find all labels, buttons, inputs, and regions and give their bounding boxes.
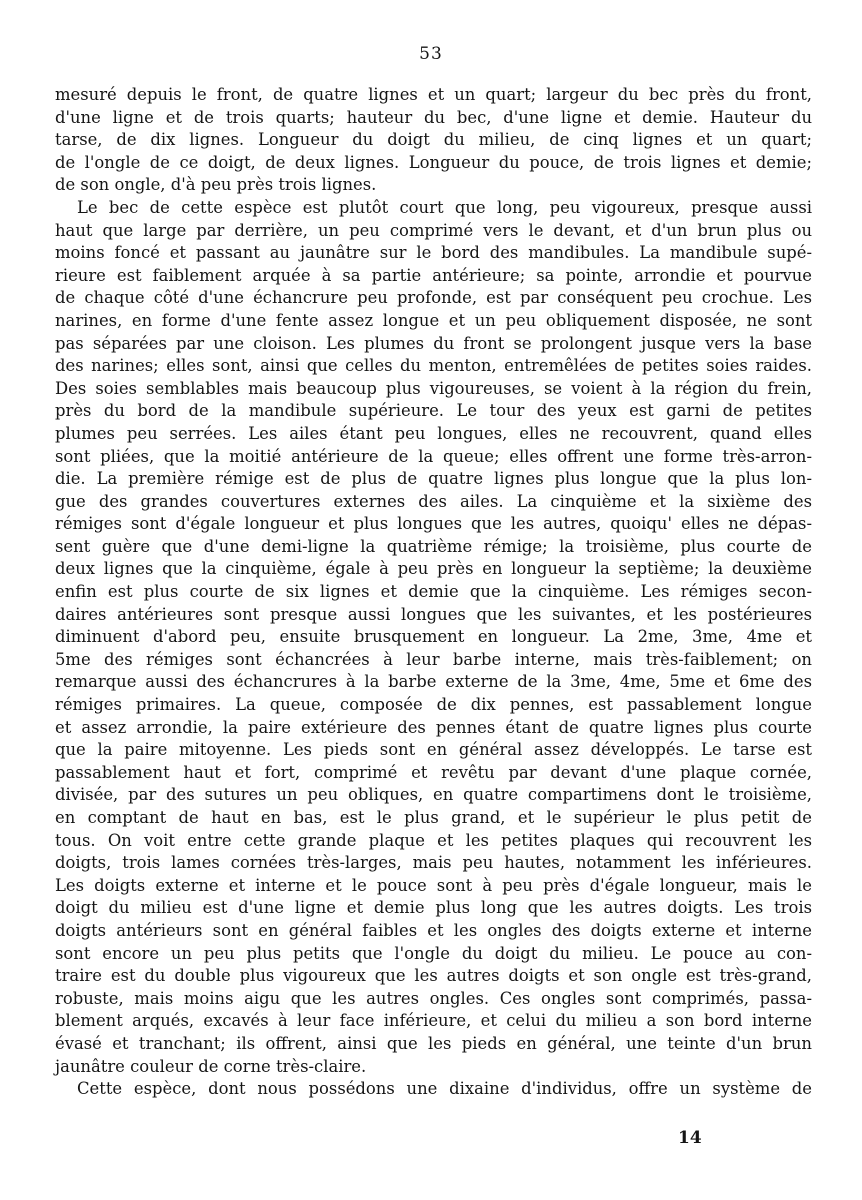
text-line: de l'ongle de ce doigt, de deux lignes. Longueur du pouce, de trois lignes et demie; — [55, 152, 812, 172]
text-line: Les doigts externe et interne et le pouce sont à peu près d'égale longueur, mais le — [55, 875, 812, 895]
text-line: sont encore un peu plus petits que l'ongle du doigt du milieu. Le pouce au con- — [55, 943, 812, 963]
text-line: évasé et tranchant; ils offrent, ainsi que les pieds en général, une teinte d'un brun — [55, 1033, 812, 1053]
text-line: rémiges sont d'égale longueur et plus longues que les autres, quoiqu' elles ne dépas- — [55, 514, 812, 534]
text-line: sont pliées, que la moitié antérieure de la queue; elles offrent une forme très-arron- — [55, 446, 812, 466]
text-line: deux lignes que la cinquième, égale à peu près en longueur la septième; la deuxième — [55, 559, 812, 579]
text-line: Des soies semblables mais beaucoup plus vigoureuses, se voient à la région du frein, — [55, 378, 812, 398]
text-line: sent guère que d'une demi-ligne la quatrième rémige; la troisième, plus courte de — [55, 536, 812, 556]
text-line: et assez arrondie, la paire extérieure des pennes étant de quatre lignes plus courte — [55, 717, 812, 737]
text-line: remarque aussi des échancrures à la barbe externe de la 3me, 4me, 5me et 6me des — [55, 672, 812, 692]
text-line: haut que large par derrière, un peu comprimé vers le devant, et d'un brun plus ou — [55, 220, 812, 240]
text-line: diminuent d'abord peu, ensuite brusquement en longueur. La 2me, 3me, 4me et — [55, 627, 812, 647]
text-line: traire est du double plus vigoureux que les autres doigts et son ongle est très-grand, — [55, 966, 812, 986]
text-line: rémiges primaires. La queue, composée de dix pennes, est passablement longue — [55, 695, 812, 715]
text-line: die. La première rémige est de plus de quatre lignes plus longue que la plus lon- — [55, 469, 812, 489]
body-text — [55, 84, 812, 1101]
text-line: de chaque côté d'une échancrure peu profonde, est par conséquent peu crochue. Les — [55, 288, 812, 308]
text-line: mesuré depuis le front, de quatre lignes et un quart; largeur du bec près du front, — [55, 85, 812, 104]
text-line: rieure est faiblement arquée à sa partie antérieure; sa pointe, arrondie et pourvue — [55, 265, 812, 285]
text-line: divisée, par des sutures un peu obliques, en quatre compartimens dont le troisième, — [55, 785, 812, 805]
text-line: enfin est plus courte de six lignes et demie que la cinquième. Les rémiges secon- — [55, 582, 812, 602]
text-line: tous. On voit entre cette grande plaque et les petites plaques qui recouvrent les — [55, 830, 812, 850]
text-line: doigts, trois lames cornées très-larges, mais peu hautes, notamment les inférieures. — [55, 853, 812, 873]
text-line: en comptant de haut en bas, est le plus grand, et le supérieur le plus petit de — [55, 808, 812, 827]
text-line: passablement haut et fort, comprimé et revêtu par devant d'une plaque cornée, — [55, 762, 812, 782]
text-line: des narines; elles sont, ainsi que celles du menton, entremêlées de petites soies raides. — [55, 356, 812, 376]
text-line: Cette espèce, dont nous possédons une dixaine d'individus, offre un système de — [77, 1079, 812, 1099]
text-line: 5me des rémiges sont échancrées à leur barbe interne, mais très-faiblement; on — [55, 649, 812, 669]
text-line: pas séparées par une cloison. Les plumes du front se prolongent jusque vers la base — [55, 333, 812, 353]
text-line: moins foncé et passant au jaunâtre sur le bord des mandibules. La mandibule supé- — [55, 243, 812, 263]
text-line: doigt du milieu est d'une ligne et demie plus long que les autres doigts. Les trois — [55, 898, 812, 918]
text-line: robuste, mais moins aigu que les autres ongles. Ces ongles sont comprimés, passa- — [55, 988, 812, 1008]
text-line: daires antérieures sont presque aussi longues que les suivantes, et les postérieures — [55, 604, 812, 624]
text-line: Le bec de cette espèce est plutôt court que long, peu vigoureux, presque aussi — [77, 197, 812, 217]
signature-mark: 14 — [678, 1128, 702, 1148]
page-number: 53 — [419, 44, 443, 64]
text-line: que la paire mitoyenne. Les pieds sont en général assez développés. Le tarse est — [55, 740, 812, 760]
text-line: près du bord de la mandibule supérieure. Le tour des yeux est garni de petites — [55, 401, 812, 421]
text-line: plumes peu serrées. Les ailes étant peu longues, elles ne recouvrent, quand elles — [55, 423, 812, 443]
text-line: tarse, de dix lignes. Longueur du doigt du milieu, de cinq lignes et un quart; — [55, 130, 812, 150]
text-line: narines, en forme d'une fente assez longue et un peu obliquement disposée, ne sont — [55, 310, 812, 330]
text-line: d'une ligne et de trois quarts; hauteur du bec, d'une ligne et demie. Hauteur du — [55, 107, 812, 127]
text-line: jaunâtre couleur de corne très-claire. — [55, 1056, 367, 1076]
text-line: gue des grandes couvertures externes des ailes. La cinquième et la sixième des — [55, 491, 812, 511]
text-line: doigts antérieurs sont en général faibles et les ongles des doigts externe et interne — [55, 920, 812, 940]
text-line: blement arqués, excavés à leur face inférieure, et celui du milieu a son bord interne — [55, 1011, 812, 1031]
text-line: de son ongle, d'à peu près trois lignes. — [55, 175, 377, 195]
